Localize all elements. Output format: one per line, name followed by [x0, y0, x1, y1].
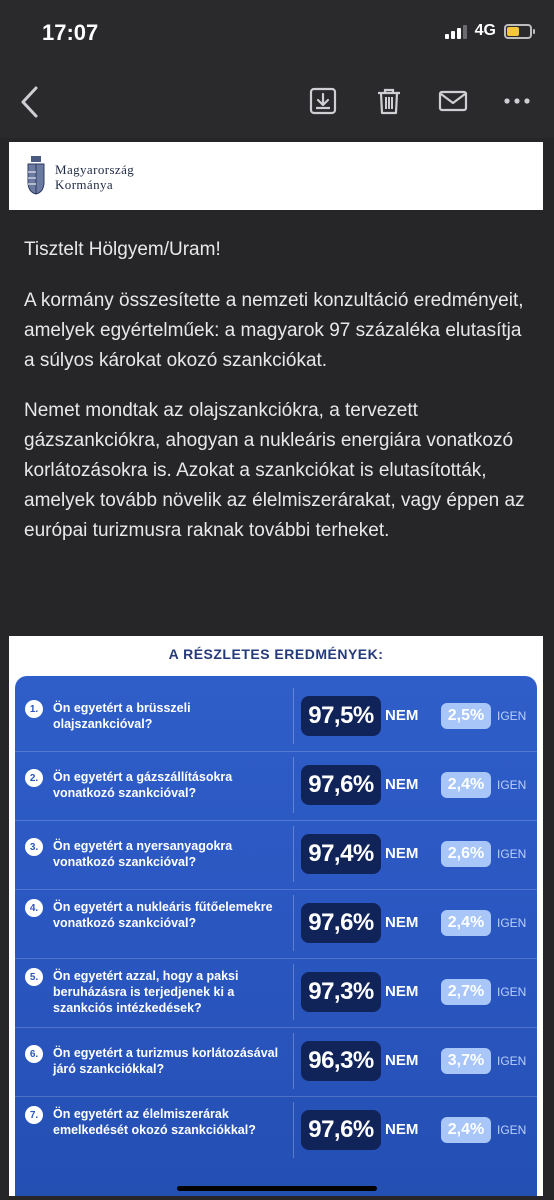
column-divider — [293, 1102, 294, 1158]
yes-percentage: 2,5% — [441, 703, 491, 729]
column-divider — [293, 1033, 294, 1089]
signal-icon — [445, 23, 467, 39]
result-row — [15, 1096, 537, 1164]
home-indicator — [177, 1186, 377, 1191]
infographic-title: A RÉSZLETES EREDMÉNYEK: — [168, 646, 384, 662]
no-percentage: 97,4% — [301, 834, 381, 874]
status-bar — [0, 0, 554, 66]
paragraph-1: A kormány összesítette a nemzeti konzultáció eredményeit, amelyek egyértelműek: a magyarok 97 százaléka elutasítja a súlyos károkat okozó szankciókat. — [24, 290, 524, 371]
question-number: 5. — [25, 968, 43, 986]
yes-percentage: 2,7% — [441, 979, 491, 1005]
question-text: Ön egyetért a nyersanyagokra vonatkozó szankcióval? — [53, 839, 233, 869]
archive-icon — [308, 86, 338, 116]
question-number: 4. — [25, 899, 43, 917]
no-label: NEM — [385, 914, 419, 931]
question-number: 6. — [25, 1045, 43, 1063]
mail-toolbar — [0, 66, 554, 138]
column-divider — [293, 964, 294, 1020]
greeting: Tisztelt Hölgyem/Uram! — [24, 239, 221, 260]
mail-button[interactable] — [438, 86, 468, 116]
row-divider — [15, 1096, 537, 1097]
email-body — [24, 236, 534, 566]
no-percentage: 97,5% — [301, 696, 381, 736]
no-percentage: 97,6% — [301, 903, 381, 943]
yes-label: IGEN — [497, 916, 527, 930]
more-icon — [502, 86, 532, 116]
column-divider — [293, 895, 294, 951]
result-row — [15, 958, 537, 1026]
row-divider — [15, 889, 537, 890]
question-text: Ön egyetért a brüsszeli olajszankcióval? — [53, 701, 191, 731]
row-divider — [15, 751, 537, 752]
mail-icon — [438, 86, 468, 116]
no-label: NEM — [385, 707, 419, 724]
logo-line-2: Kormánya — [55, 177, 114, 192]
no-percentage: 97,6% — [301, 1110, 381, 1150]
chevron-left-icon — [16, 82, 46, 122]
row-divider — [15, 1027, 537, 1028]
battery-icon — [504, 24, 532, 39]
question-text: Ön egyetért a nukleáris fűtőelemekre vonatkozó szankcióval? — [53, 900, 273, 930]
status-time: 17:07 — [42, 20, 99, 45]
question-text: Ön egyetért azzal, hogy a paksi beruházásra is terjedjenek ki a szankciós intézkedések? — [53, 969, 239, 1015]
yes-percentage: 2,4% — [441, 1117, 491, 1143]
no-percentage: 96,3% — [301, 1041, 381, 1081]
yes-label: IGEN — [497, 985, 527, 999]
back-button[interactable] — [16, 82, 46, 122]
email-header-banner — [9, 142, 543, 210]
column-divider — [293, 826, 294, 882]
row-divider — [15, 820, 537, 821]
result-row — [15, 682, 537, 750]
network-label: 4G — [474, 22, 496, 39]
no-label: NEM — [385, 776, 419, 793]
no-label: NEM — [385, 1121, 419, 1138]
yes-label: IGEN — [497, 1123, 527, 1137]
yes-percentage: 2,4% — [441, 772, 491, 798]
question-number: 1. — [25, 700, 43, 718]
row-divider — [15, 958, 537, 959]
results-panel — [15, 676, 537, 1196]
no-label: NEM — [385, 845, 419, 862]
paragraph-2: Nemet mondtak az olajszankciókra, a tervezett gázszankciókra, ahogyan a nukleáris energiára vonatkozó korlátozásokra is. Azokat a szankciókat is elutasították, amelyek tovább növelik az élelmiszerárakat, vagy éppen az európai turizmusra raknak további terheket. — [24, 400, 525, 541]
question-text: Ön egyetért az élelmiszerárak emelkedését okozó szankciókkal? — [53, 1107, 256, 1137]
question-number: 7. — [25, 1106, 43, 1124]
question-text: Ön egyetért a turizmus korlátozásával járó szankciókkal? — [53, 1046, 279, 1076]
coat-of-arms-icon — [25, 154, 47, 196]
archive-button[interactable] — [308, 86, 338, 116]
question-text: Ön egyetért a gázszállításokra vonatkozó szankcióval? — [53, 770, 233, 800]
yes-label: IGEN — [497, 847, 527, 861]
result-row — [15, 820, 537, 888]
no-percentage: 97,6% — [301, 765, 381, 805]
yes-percentage: 3,7% — [441, 1048, 491, 1074]
yes-label: IGEN — [497, 709, 527, 723]
more-button[interactable] — [502, 86, 532, 116]
yes-label: IGEN — [497, 1054, 527, 1068]
yes-label: IGEN — [497, 778, 527, 792]
column-divider — [293, 688, 294, 744]
no-percentage: 97,3% — [301, 972, 381, 1012]
logo-line-1: Magyarország — [55, 162, 135, 177]
government-logo-text — [55, 162, 134, 192]
result-row — [15, 751, 537, 819]
no-label: NEM — [385, 1052, 419, 1069]
question-number: 2. — [25, 769, 43, 787]
delete-button[interactable] — [374, 86, 404, 116]
column-divider — [293, 757, 294, 813]
no-label: NEM — [385, 983, 419, 1000]
status-indicators — [445, 22, 532, 40]
result-row — [15, 889, 537, 957]
yes-percentage: 2,6% — [441, 841, 491, 867]
trash-icon — [374, 86, 404, 116]
result-row — [15, 1027, 537, 1095]
yes-percentage: 2,4% — [441, 910, 491, 936]
results-infographic — [9, 636, 543, 1196]
question-number: 3. — [25, 838, 43, 856]
